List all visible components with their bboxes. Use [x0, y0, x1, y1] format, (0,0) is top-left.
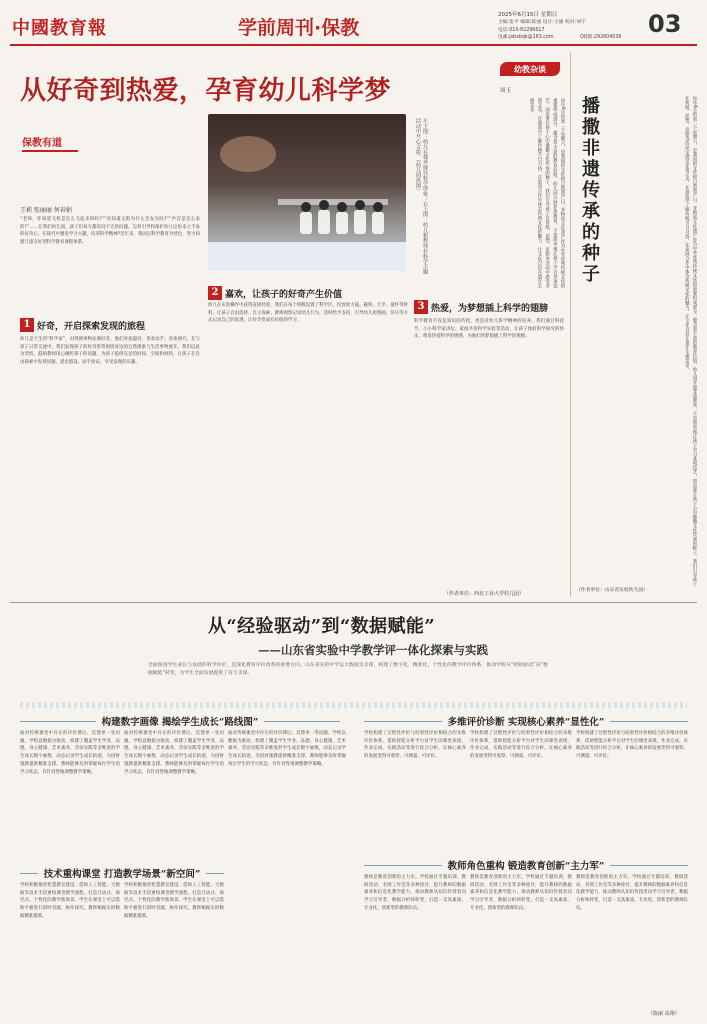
- masthead-date: 2025年6月15日 星期日: [498, 12, 558, 18]
- bottom-body-b-col3: 学校构建了过程性评价与结果性评价相结合的多维评价体系，借助智能分析平台对学生的课堂表现、作业完成、实践活动等进行综合分析，让核心素养的发展变得可观察、可测量、可评价。: [576, 731, 688, 760]
- sidebar-divider: [570, 52, 571, 597]
- section-head-1-line-right: [264, 721, 340, 722]
- bottom-byline: （陈丽 高翔）: [648, 1011, 680, 1017]
- bottom-body-a-col2: 面对传统课堂中存在的评价滞后、反馈单一等问题，学校以数据为驱动，构建了覆盖学生学业、品德、身心健康、艺术素养、劳动实践等多维度的学生成长数字画像，动态记录学生成长轨迹，为因材施教提供精准支撑。教师能够及时掌握每位学生的学习状态，有针对性地调整教学策略。: [124, 731, 224, 775]
- subhead-2: [208, 286, 342, 300]
- subhead-1-marker: 1: [20, 318, 34, 332]
- sidebar-column-tag: [500, 62, 560, 76]
- bottom-article-title: 从“经验驱动”到“数据赋能”: [208, 616, 436, 637]
- section-head-3: [20, 866, 224, 880]
- section-head-3-line-left: [20, 873, 38, 874]
- subhead-3: [414, 300, 548, 314]
- subhead-1: [20, 318, 145, 332]
- bottom-article-subtitle: ——山东省实验中学教学评一体化探索与实践: [258, 643, 488, 657]
- sidebar-author: 周玉: [500, 88, 512, 94]
- subhead-2-marker: 2: [208, 286, 222, 300]
- top-article-body-2: 幼儿在实验操作中获得直接经验，我们在每个班级设置了科学区，投放放大镜、磁铁、天平、量杯等材料，让孩子自由选择、自主探索。教师观察记录幼儿行为，适时给予支持，引导幼儿用图画、符号等方式记录自己的发现，让好奇变成有价值的学习。: [208, 303, 408, 324]
- masthead-rule: [10, 44, 697, 46]
- bottom-body-c-col1: 学校积极推进智慧教室建设，借助人工智能、大数据等技术手段重构课堂教学流程，打造互动式、探究式、个性化的教学新场景。学生在课堂上可以借助平板进行即时答题、协作探究，教师根据实时数据精准施策。: [20, 883, 120, 919]
- section-head-3-line-right: [206, 873, 224, 874]
- bottom-body-b-col1: 学校构建了过程性评价与结果性评价相结合的多维评价体系，借助智能分析平台对学生的课堂表现、作业完成、实践活动等进行综合分析，让核心素养的发展变得可观察、可测量、可评价。: [364, 731, 466, 760]
- lead-rule: [20, 702, 687, 708]
- subhead-3-marker: 3: [414, 300, 428, 314]
- section-head-1-text: 构建数字画像 揭绘学生成长“路线图”: [101, 717, 259, 728]
- bottom-body-c-col2: 学校积极推进智慧教室建设，借助人工智能、大数据等技术手段重构课堂教学流程，打造互动式、探究式、个性化的教学新场景。学生在课堂上可以借助平板进行即时答题、协作探究，教师根据实时数据精准施策。: [124, 883, 224, 919]
- photo-caption: 左下图：幼儿在课外探究科学现象；右上图：幼儿和教师在科学主题活动中开心合影。（幼儿园供图）: [415, 118, 428, 274]
- section-title: 学前周刊·保教: [238, 17, 360, 39]
- page-number: 03: [648, 10, 682, 38]
- top-article-body-1: 幼儿是天生的“科学家”，对周围事物充满好奇，他们喜欢提问、喜欢动手、喜欢探究。在与孩子日常交流中，我们发现孩子的好奇常常围绕身边的自然现象与生活事物展开。我们以此为契机，鼓励教师用心倾听孩子的问题，为孩子提供充足的时间、空间和材料，让孩子在自由探索中发现问题、提出假设、动手验证，享受发现的乐趣。: [20, 337, 200, 366]
- top-article-body-3: 科学教育不仅是知识的传授，更是对幼儿科学精神的培养。我们通过科技节、小小科学家讲坛、家园共育科学实验等活动，让孩子体验科学探究的快乐，萌发热爱科学的情感，为他们的梦想插上科学的翅膀。: [414, 319, 564, 340]
- section-head-4-line-left: [364, 865, 442, 866]
- section-head-2-text: 多维评价诊断 实现核心素养“显性化”: [447, 717, 605, 728]
- bottom-body-d-col3: 教师是教育创新的主力军。学校通过专题培训、教研活动、名师工作室等多种途径，提升教师的数据素养和信息化教学能力，推动教师从知识传授者向学习引导者、数据分析师转变，打造一支高素质、专业化、创新型的教师队伍。: [576, 875, 688, 911]
- section-head-4-text: 教师角色重构 锻造教育创新“主力军”: [447, 861, 605, 872]
- masthead-phone: 电话:010-82296617: [498, 28, 545, 33]
- bottom-body-d-col2: 教师是教育创新的主力军。学校通过专题培训、教研活动、名师工作室等多种途径，提升教师的数据素养和信息化教学能力，推动教师从知识传授者向学习引导者、数据分析师转变，打造一支高素质、专业化、创新型的教师队伍。: [470, 875, 572, 911]
- bottom-body-a-col1: 面对传统课堂中存在的评价滞后、反馈单一等问题，学校以数据为驱动，构建了覆盖学生学业、品德、身心健康、艺术素养、劳动实践等多维度的学生成长数字画像，动态记录学生成长轨迹，为因材施教提供精准支撑。教师能够及时掌握每位学生的学习状态，有针对性地调整教学策略。: [20, 731, 120, 775]
- section-head-2-line-right: [610, 721, 688, 722]
- top-article-title: 从好奇到热爱，孕育幼儿科学梦: [20, 76, 392, 106]
- sidebar-byline: （作者单位：山东省实验幼儿园）: [576, 588, 648, 593]
- subhead-2-text: 嘉欢，让孩子的好奇产生价值: [225, 289, 343, 300]
- section-head-2: [364, 714, 688, 728]
- section-head-2-line-left: [364, 721, 442, 722]
- sidebar-body: 每年6月的第二个星期六，是我国的文化和自然遗产日。非物质文化遗产作为中华优秀传统文化的重要组成部分，蕴含着丰富的教育价值。幼儿园开展非遗教育，不是简单地让孩子学习某项技艺，而是要在孩子心中播撒文化传承的种子。我们引导孩子在剪纸、泥塑、皮影等活动中感受非遗之美，在游戏中了解传统节日习俗，在家园合作中体会传统文化的魅力，让文化自信在童年生根发芽。: [529, 98, 565, 288]
- masthead-qq: QQ群:292604036: [580, 35, 622, 40]
- sidebar-title: 播撒非遗传承的种子: [579, 96, 600, 285]
- bottom-body-d-col1: 教师是教育创新的主力军。学校通过专题培训、教研活动、名师工作室等多种途径，提升教师的数据素养和信息化教学能力，推动教师从知识传授者向学习引导者、数据分析师转变，打造一支高素质、专业化、创新型的教师队伍。: [364, 875, 466, 911]
- section-head-4-line-right: [610, 865, 688, 866]
- top-article-intro: “老师，你知道飞机是怎么飞起来的吗?”“你知道太阳为什么会发光吗?”“声音是怎么来的?”……在我们幼儿园，孩子们每天都有问不完的问题。怎样引导和保护幼儿这份来之不易的好奇心，在探究中激发学习兴趣，培养科学精神?近年来，我园以科学教育为特色，努力构建儿童友好型科学教育课程体系。: [20, 217, 200, 246]
- section-head-3-text: 技术重构课堂 打造教学场景“新空间”: [43, 869, 201, 880]
- masthead-editors: 主编:张平 编辑:陈丽 设计:王丽 校对:刘宇: [498, 20, 586, 25]
- bottom-body-a-col3: 面对传统课堂中存在的评价滞后、反馈单一等问题，学校以数据为驱动，构建了覆盖学生学业、品德、身心健康、艺术素养、劳动实践等多维度的学生成长数字画像，动态记录学生成长轨迹，为因材施教提供精准支撑。教师能够及时掌握每位学生的学习状态，有针对性地调整教学策略。: [228, 731, 346, 767]
- section-divider: [10, 602, 697, 603]
- article-photo: [208, 114, 406, 271]
- masthead: [0, 0, 707, 46]
- newspaper-logo: 中國教育報: [12, 18, 107, 39]
- masthead-email: 电邮:jsbxbqk@163.com: [498, 35, 554, 40]
- section-head-1-line-left: [20, 721, 96, 722]
- bottom-article-lead: 全面推进学生成长与发展的科学评价，是深化教育评价改革的重要方向。山东省实验中学以大数据为支撑，构建了数字化、精准化、个性化的教学评价体系，推动学校从“经验驱动”向“数据赋能”转变，为学生全面发展提供了有力支撑。: [148, 663, 548, 676]
- subhead-1-text: 好奇，开启探索发现的旅程: [37, 321, 146, 332]
- top-article-authors: 王莉 张丽丽 何春娟: [20, 207, 72, 214]
- section-head-4: [364, 858, 688, 872]
- subhead-3-text: 热爱，为梦想插上科学的翅膀: [431, 303, 549, 314]
- column-badge: [22, 128, 80, 162]
- section-head-1: [20, 714, 340, 728]
- top-article-byline: （作者单位：西北工业大学幼儿园）: [444, 591, 525, 597]
- sidebar-body-continued: 每年6月的第二个星期六，是我国的文化和自然遗产日。非物质文化遗产作为中华优秀传统文化的重要组成部分，蕴含着丰富的教育价值。幼儿园开展非遗教育，不是简单地让孩子学习某项技艺，而是要在孩子心中播撒文化传承的种子。我们引导孩子在剪纸、泥塑、皮影等活动中感受非遗之美，在游戏中了解传统节日习俗，在家园合作中体会传统文化的魅力，让文化自信在童年生根发芽。: [684, 96, 697, 586]
- column-label: 保教有道: [22, 138, 62, 149]
- sidebar-column-label: 幼教杂谈: [514, 64, 546, 74]
- bottom-body-b-col2: 学校构建了过程性评价与结果性评价相结合的多维评价体系，借助智能分析平台对学生的课堂表现、作业完成、实践活动等进行综合分析，让核心素养的发展变得可观察、可测量、可评价。: [470, 731, 572, 760]
- column-decoration: [22, 150, 78, 152]
